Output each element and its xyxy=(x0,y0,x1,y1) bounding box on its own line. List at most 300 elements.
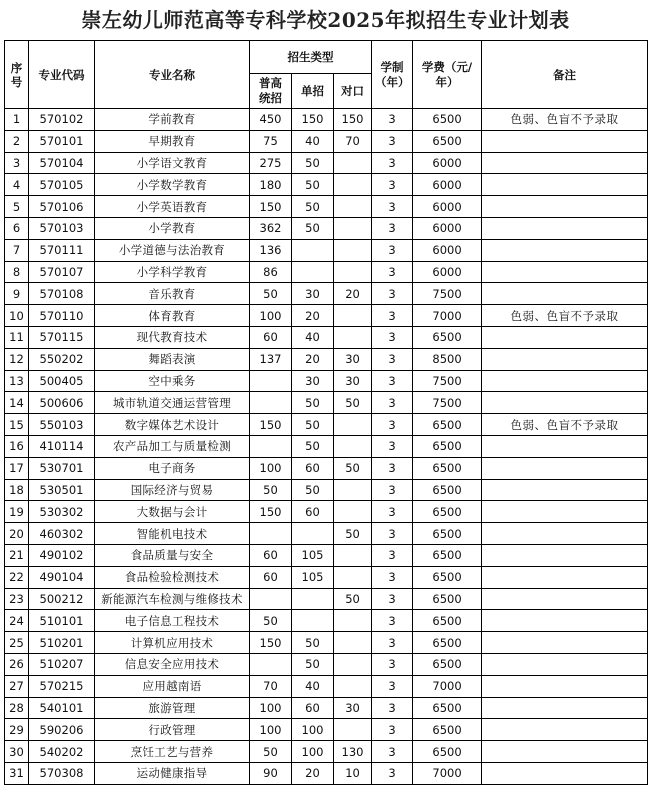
cell-fee: 6500 xyxy=(413,435,482,457)
table-row xyxy=(5,283,648,305)
cell-name: 小学英语教育 xyxy=(95,196,250,218)
header-single: 单招 xyxy=(292,74,334,109)
cell-single: 60 xyxy=(292,457,334,479)
table-row xyxy=(5,152,648,174)
cell-code: 540202 xyxy=(29,741,95,763)
table-row xyxy=(5,741,648,763)
cell-name: 计算机应用技术 xyxy=(95,632,250,654)
cell-code: 570106 xyxy=(29,196,95,218)
cell-name: 食品检验检测技术 xyxy=(95,566,250,588)
cell-seq: 14 xyxy=(5,392,29,414)
cell-seq: 31 xyxy=(5,762,29,784)
cell-counterpart xyxy=(334,675,372,697)
cell-name: 新能源汽车检测与维修技术 xyxy=(95,588,250,610)
cell-years: 3 xyxy=(372,130,413,152)
cell-seq: 21 xyxy=(5,544,29,566)
cell-single: 60 xyxy=(292,501,334,523)
cell-general: 180 xyxy=(250,174,292,196)
cell-code: 460302 xyxy=(29,523,95,545)
cell-years: 3 xyxy=(372,719,413,741)
cell-fee: 6500 xyxy=(413,697,482,719)
cell-years: 3 xyxy=(372,196,413,218)
cell-code: 570115 xyxy=(29,326,95,348)
cell-name: 数字媒体艺术设计 xyxy=(95,414,250,436)
table-row xyxy=(5,109,648,131)
cell-seq: 29 xyxy=(5,719,29,741)
cell-fee: 7000 xyxy=(413,675,482,697)
cell-seq: 11 xyxy=(5,326,29,348)
cell-years: 3 xyxy=(372,632,413,654)
cell-counterpart xyxy=(334,414,372,436)
cell-general: 60 xyxy=(250,566,292,588)
cell-general: 60 xyxy=(250,544,292,566)
cell-general xyxy=(250,523,292,545)
cell-general: 50 xyxy=(250,610,292,632)
header-code: 专业代码 xyxy=(29,41,95,109)
cell-counterpart: 150 xyxy=(334,109,372,131)
cell-note xyxy=(482,370,648,392)
cell-general: 362 xyxy=(250,217,292,239)
cell-code: 500405 xyxy=(29,370,95,392)
header-fee: 学费（元/年） xyxy=(413,41,482,109)
cell-note xyxy=(482,326,648,348)
cell-code: 490104 xyxy=(29,566,95,588)
cell-single: 40 xyxy=(292,326,334,348)
cell-single xyxy=(292,239,334,261)
cell-general: 50 xyxy=(250,479,292,501)
cell-seq: 5 xyxy=(5,196,29,218)
cell-fee: 6500 xyxy=(413,109,482,131)
cell-single: 50 xyxy=(292,479,334,501)
cell-general: 275 xyxy=(250,152,292,174)
cell-seq: 16 xyxy=(5,435,29,457)
cell-code: 540101 xyxy=(29,697,95,719)
enrollment-plan-table xyxy=(4,40,648,785)
cell-seq: 4 xyxy=(5,174,29,196)
cell-years: 3 xyxy=(372,239,413,261)
cell-name: 大数据与会计 xyxy=(95,501,250,523)
cell-note xyxy=(482,479,648,501)
cell-name: 电子信息工程技术 xyxy=(95,610,250,632)
cell-general: 137 xyxy=(250,348,292,370)
cell-seq: 6 xyxy=(5,217,29,239)
cell-code: 500212 xyxy=(29,588,95,610)
header-name: 专业名称 xyxy=(95,41,250,109)
cell-years: 3 xyxy=(372,588,413,610)
cell-single: 50 xyxy=(292,435,334,457)
cell-seq: 30 xyxy=(5,741,29,763)
cell-seq: 25 xyxy=(5,632,29,654)
header-seq: 序号 xyxy=(5,41,29,109)
cell-general: 150 xyxy=(250,196,292,218)
cell-single: 20 xyxy=(292,348,334,370)
cell-general: 70 xyxy=(250,675,292,697)
cell-fee: 6000 xyxy=(413,239,482,261)
cell-years: 3 xyxy=(372,479,413,501)
cell-years: 3 xyxy=(372,501,413,523)
header-row xyxy=(5,41,648,74)
cell-general xyxy=(250,392,292,414)
cell-code: 510101 xyxy=(29,610,95,632)
cell-years: 3 xyxy=(372,217,413,239)
cell-years: 3 xyxy=(372,675,413,697)
cell-code: 530302 xyxy=(29,501,95,523)
cell-seq: 7 xyxy=(5,239,29,261)
cell-note xyxy=(482,653,648,675)
cell-name: 空中乘务 xyxy=(95,370,250,392)
cell-fee: 6000 xyxy=(413,196,482,218)
cell-single: 50 xyxy=(292,196,334,218)
cell-single: 150 xyxy=(292,109,334,131)
table-row xyxy=(5,196,648,218)
cell-fee: 6500 xyxy=(413,719,482,741)
cell-note xyxy=(482,632,648,654)
cell-fee: 7500 xyxy=(413,392,482,414)
table-row xyxy=(5,653,648,675)
cell-general: 90 xyxy=(250,762,292,784)
cell-name: 农产品加工与质量检测 xyxy=(95,435,250,457)
cell-counterpart xyxy=(334,719,372,741)
table-row xyxy=(5,174,648,196)
cell-name: 学前教育 xyxy=(95,109,250,131)
cell-code: 550103 xyxy=(29,414,95,436)
cell-single: 30 xyxy=(292,370,334,392)
header-general: 普高统招 xyxy=(250,74,292,109)
table-row xyxy=(5,479,648,501)
table-row xyxy=(5,544,648,566)
cell-fee: 6500 xyxy=(413,653,482,675)
cell-note xyxy=(482,283,648,305)
cell-code: 570308 xyxy=(29,762,95,784)
cell-single xyxy=(292,523,334,545)
cell-general xyxy=(250,588,292,610)
cell-general: 150 xyxy=(250,632,292,654)
cell-name: 旅游管理 xyxy=(95,697,250,719)
cell-note xyxy=(482,196,648,218)
cell-counterpart xyxy=(334,305,372,327)
cell-code: 570107 xyxy=(29,261,95,283)
cell-seq: 26 xyxy=(5,653,29,675)
page-title: 崇左幼儿师范高等专科学校2025年拟招生专业计划表 xyxy=(81,8,570,32)
cell-code: 570108 xyxy=(29,283,95,305)
cell-years: 3 xyxy=(372,283,413,305)
cell-years: 3 xyxy=(372,544,413,566)
cell-note xyxy=(482,741,648,763)
cell-name: 小学道德与法治教育 xyxy=(95,239,250,261)
cell-general: 50 xyxy=(250,741,292,763)
cell-single: 50 xyxy=(292,152,334,174)
cell-counterpart xyxy=(334,217,372,239)
cell-name: 应用越南语 xyxy=(95,675,250,697)
cell-years: 3 xyxy=(372,261,413,283)
cell-seq: 27 xyxy=(5,675,29,697)
table-row xyxy=(5,239,648,261)
cell-fee: 6500 xyxy=(413,326,482,348)
cell-years: 3 xyxy=(372,653,413,675)
cell-code: 570101 xyxy=(29,130,95,152)
table-row xyxy=(5,348,648,370)
cell-general: 150 xyxy=(250,414,292,436)
cell-single: 100 xyxy=(292,719,334,741)
cell-counterpart xyxy=(334,435,372,457)
cell-single: 50 xyxy=(292,174,334,196)
table-row xyxy=(5,414,648,436)
cell-years: 3 xyxy=(372,174,413,196)
cell-years: 3 xyxy=(372,566,413,588)
cell-note xyxy=(482,588,648,610)
cell-years: 3 xyxy=(372,523,413,545)
cell-note xyxy=(482,544,648,566)
cell-note xyxy=(482,697,648,719)
cell-single: 20 xyxy=(292,762,334,784)
cell-code: 570103 xyxy=(29,217,95,239)
cell-counterpart: 70 xyxy=(334,130,372,152)
cell-name: 小学科学教育 xyxy=(95,261,250,283)
cell-years: 3 xyxy=(372,741,413,763)
cell-seq: 19 xyxy=(5,501,29,523)
cell-counterpart: 50 xyxy=(334,392,372,414)
cell-general: 100 xyxy=(250,305,292,327)
cell-counterpart xyxy=(334,479,372,501)
cell-general: 100 xyxy=(250,719,292,741)
cell-single: 50 xyxy=(292,217,334,239)
header-type-group: 招生类型 xyxy=(250,41,372,74)
cell-code: 510201 xyxy=(29,632,95,654)
cell-counterpart xyxy=(334,152,372,174)
cell-seq: 9 xyxy=(5,283,29,305)
cell-note: 色弱、色盲不予录取 xyxy=(482,305,648,327)
cell-years: 3 xyxy=(372,370,413,392)
table-row xyxy=(5,130,648,152)
cell-code: 500606 xyxy=(29,392,95,414)
cell-seq: 23 xyxy=(5,588,29,610)
cell-name: 运动健康指导 xyxy=(95,762,250,784)
cell-code: 570102 xyxy=(29,109,95,131)
cell-fee: 6500 xyxy=(413,523,482,545)
cell-fee: 6000 xyxy=(413,217,482,239)
cell-seq: 2 xyxy=(5,130,29,152)
table-row xyxy=(5,217,648,239)
cell-fee: 6500 xyxy=(413,566,482,588)
cell-single: 50 xyxy=(292,414,334,436)
cell-name: 烹饪工艺与营养 xyxy=(95,741,250,763)
cell-fee: 6500 xyxy=(413,130,482,152)
cell-years: 3 xyxy=(372,435,413,457)
cell-years: 3 xyxy=(372,610,413,632)
cell-name: 舞蹈表演 xyxy=(95,348,250,370)
header-counterpart: 对口 xyxy=(334,74,372,109)
header-note: 备注 xyxy=(482,41,648,109)
cell-years: 3 xyxy=(372,697,413,719)
cell-single: 30 xyxy=(292,283,334,305)
cell-fee: 6000 xyxy=(413,152,482,174)
table-row xyxy=(5,392,648,414)
cell-code: 410114 xyxy=(29,435,95,457)
cell-seq: 13 xyxy=(5,370,29,392)
table-row xyxy=(5,632,648,654)
cell-name: 智能机电技术 xyxy=(95,523,250,545)
cell-fee: 6500 xyxy=(413,479,482,501)
cell-code: 530501 xyxy=(29,479,95,501)
cell-years: 3 xyxy=(372,414,413,436)
cell-note xyxy=(482,261,648,283)
table-row xyxy=(5,326,648,348)
cell-general: 75 xyxy=(250,130,292,152)
cell-single: 60 xyxy=(292,697,334,719)
cell-name: 现代教育技术 xyxy=(95,326,250,348)
table-row xyxy=(5,370,648,392)
cell-years: 3 xyxy=(372,152,413,174)
cell-fee: 7500 xyxy=(413,283,482,305)
table-row xyxy=(5,588,648,610)
cell-note xyxy=(482,719,648,741)
cell-name: 小学教育 xyxy=(95,217,250,239)
table-row xyxy=(5,610,648,632)
cell-counterpart: 130 xyxy=(334,741,372,763)
cell-fee: 6000 xyxy=(413,261,482,283)
cell-single xyxy=(292,610,334,632)
cell-name: 早期教育 xyxy=(95,130,250,152)
cell-seq: 22 xyxy=(5,566,29,588)
cell-counterpart xyxy=(334,174,372,196)
cell-seq: 8 xyxy=(5,261,29,283)
cell-years: 3 xyxy=(372,109,413,131)
cell-note xyxy=(482,523,648,545)
table-row xyxy=(5,697,648,719)
cell-years: 3 xyxy=(372,457,413,479)
table-row xyxy=(5,457,648,479)
cell-counterpart: 50 xyxy=(334,523,372,545)
cell-seq: 1 xyxy=(5,109,29,131)
cell-single: 105 xyxy=(292,544,334,566)
cell-single: 105 xyxy=(292,566,334,588)
table-row xyxy=(5,435,648,457)
cell-counterpart xyxy=(334,501,372,523)
cell-single: 50 xyxy=(292,392,334,414)
cell-seq: 17 xyxy=(5,457,29,479)
cell-general: 450 xyxy=(250,109,292,131)
table-row xyxy=(5,675,648,697)
cell-fee: 6500 xyxy=(413,632,482,654)
cell-single: 20 xyxy=(292,305,334,327)
cell-note xyxy=(482,435,648,457)
cell-single: 40 xyxy=(292,675,334,697)
cell-note xyxy=(482,217,648,239)
cell-code: 490102 xyxy=(29,544,95,566)
cell-name: 小学数学教育 xyxy=(95,174,250,196)
cell-general: 136 xyxy=(250,239,292,261)
cell-note xyxy=(482,501,648,523)
cell-counterpart: 10 xyxy=(334,762,372,784)
cell-general: 86 xyxy=(250,261,292,283)
cell-counterpart xyxy=(334,326,372,348)
table-row xyxy=(5,719,648,741)
cell-code: 590206 xyxy=(29,719,95,741)
cell-counterpart: 30 xyxy=(334,697,372,719)
cell-seq: 18 xyxy=(5,479,29,501)
cell-name: 食品质量与安全 xyxy=(95,544,250,566)
table-row xyxy=(5,566,648,588)
cell-single: 40 xyxy=(292,130,334,152)
cell-single xyxy=(292,261,334,283)
cell-counterpart: 50 xyxy=(334,588,372,610)
cell-code: 550202 xyxy=(29,348,95,370)
cell-seq: 28 xyxy=(5,697,29,719)
cell-fee: 6500 xyxy=(413,414,482,436)
cell-general: 100 xyxy=(250,697,292,719)
cell-code: 530701 xyxy=(29,457,95,479)
cell-name: 体育教育 xyxy=(95,305,250,327)
cell-counterpart xyxy=(334,239,372,261)
cell-code: 570110 xyxy=(29,305,95,327)
cell-note xyxy=(482,152,648,174)
cell-note xyxy=(482,174,648,196)
cell-fee: 8500 xyxy=(413,348,482,370)
table-row xyxy=(5,501,648,523)
cell-note: 色弱、色盲不予录取 xyxy=(482,414,648,436)
cell-counterpart: 30 xyxy=(334,370,372,392)
cell-counterpart: 50 xyxy=(334,457,372,479)
cell-general: 100 xyxy=(250,457,292,479)
cell-name: 国际经济与贸易 xyxy=(95,479,250,501)
cell-note xyxy=(482,130,648,152)
cell-code: 570105 xyxy=(29,174,95,196)
cell-seq: 15 xyxy=(5,414,29,436)
table-row xyxy=(5,305,648,327)
cell-name: 音乐教育 xyxy=(95,283,250,305)
cell-fee: 6000 xyxy=(413,174,482,196)
cell-fee: 6500 xyxy=(413,741,482,763)
cell-years: 3 xyxy=(372,392,413,414)
cell-fee: 6500 xyxy=(413,610,482,632)
cell-general: 50 xyxy=(250,283,292,305)
cell-general: 60 xyxy=(250,326,292,348)
cell-code: 570111 xyxy=(29,239,95,261)
cell-single: 100 xyxy=(292,741,334,763)
cell-counterpart xyxy=(334,261,372,283)
cell-counterpart: 30 xyxy=(334,348,372,370)
cell-years: 3 xyxy=(372,305,413,327)
cell-seq: 24 xyxy=(5,610,29,632)
cell-counterpart xyxy=(334,544,372,566)
cell-fee: 7500 xyxy=(413,370,482,392)
cell-single: 50 xyxy=(292,653,334,675)
cell-note xyxy=(482,566,648,588)
cell-name: 电子商务 xyxy=(95,457,250,479)
table-row xyxy=(5,523,648,545)
cell-general: 150 xyxy=(250,501,292,523)
header-years: 学制（年） xyxy=(372,41,413,109)
cell-years: 3 xyxy=(372,326,413,348)
cell-fee: 7000 xyxy=(413,762,482,784)
cell-fee: 7000 xyxy=(413,305,482,327)
cell-counterpart xyxy=(334,196,372,218)
cell-years: 3 xyxy=(372,762,413,784)
cell-years: 3 xyxy=(372,348,413,370)
cell-counterpart xyxy=(334,632,372,654)
cell-note xyxy=(482,762,648,784)
table-row xyxy=(5,261,648,283)
cell-seq: 12 xyxy=(5,348,29,370)
cell-name: 小学语文教育 xyxy=(95,152,250,174)
cell-code: 570215 xyxy=(29,675,95,697)
cell-name: 信息安全应用技术 xyxy=(95,653,250,675)
cell-counterpart: 20 xyxy=(334,283,372,305)
cell-note xyxy=(482,392,648,414)
table-body xyxy=(5,109,648,785)
cell-code: 510207 xyxy=(29,653,95,675)
cell-note xyxy=(482,239,648,261)
